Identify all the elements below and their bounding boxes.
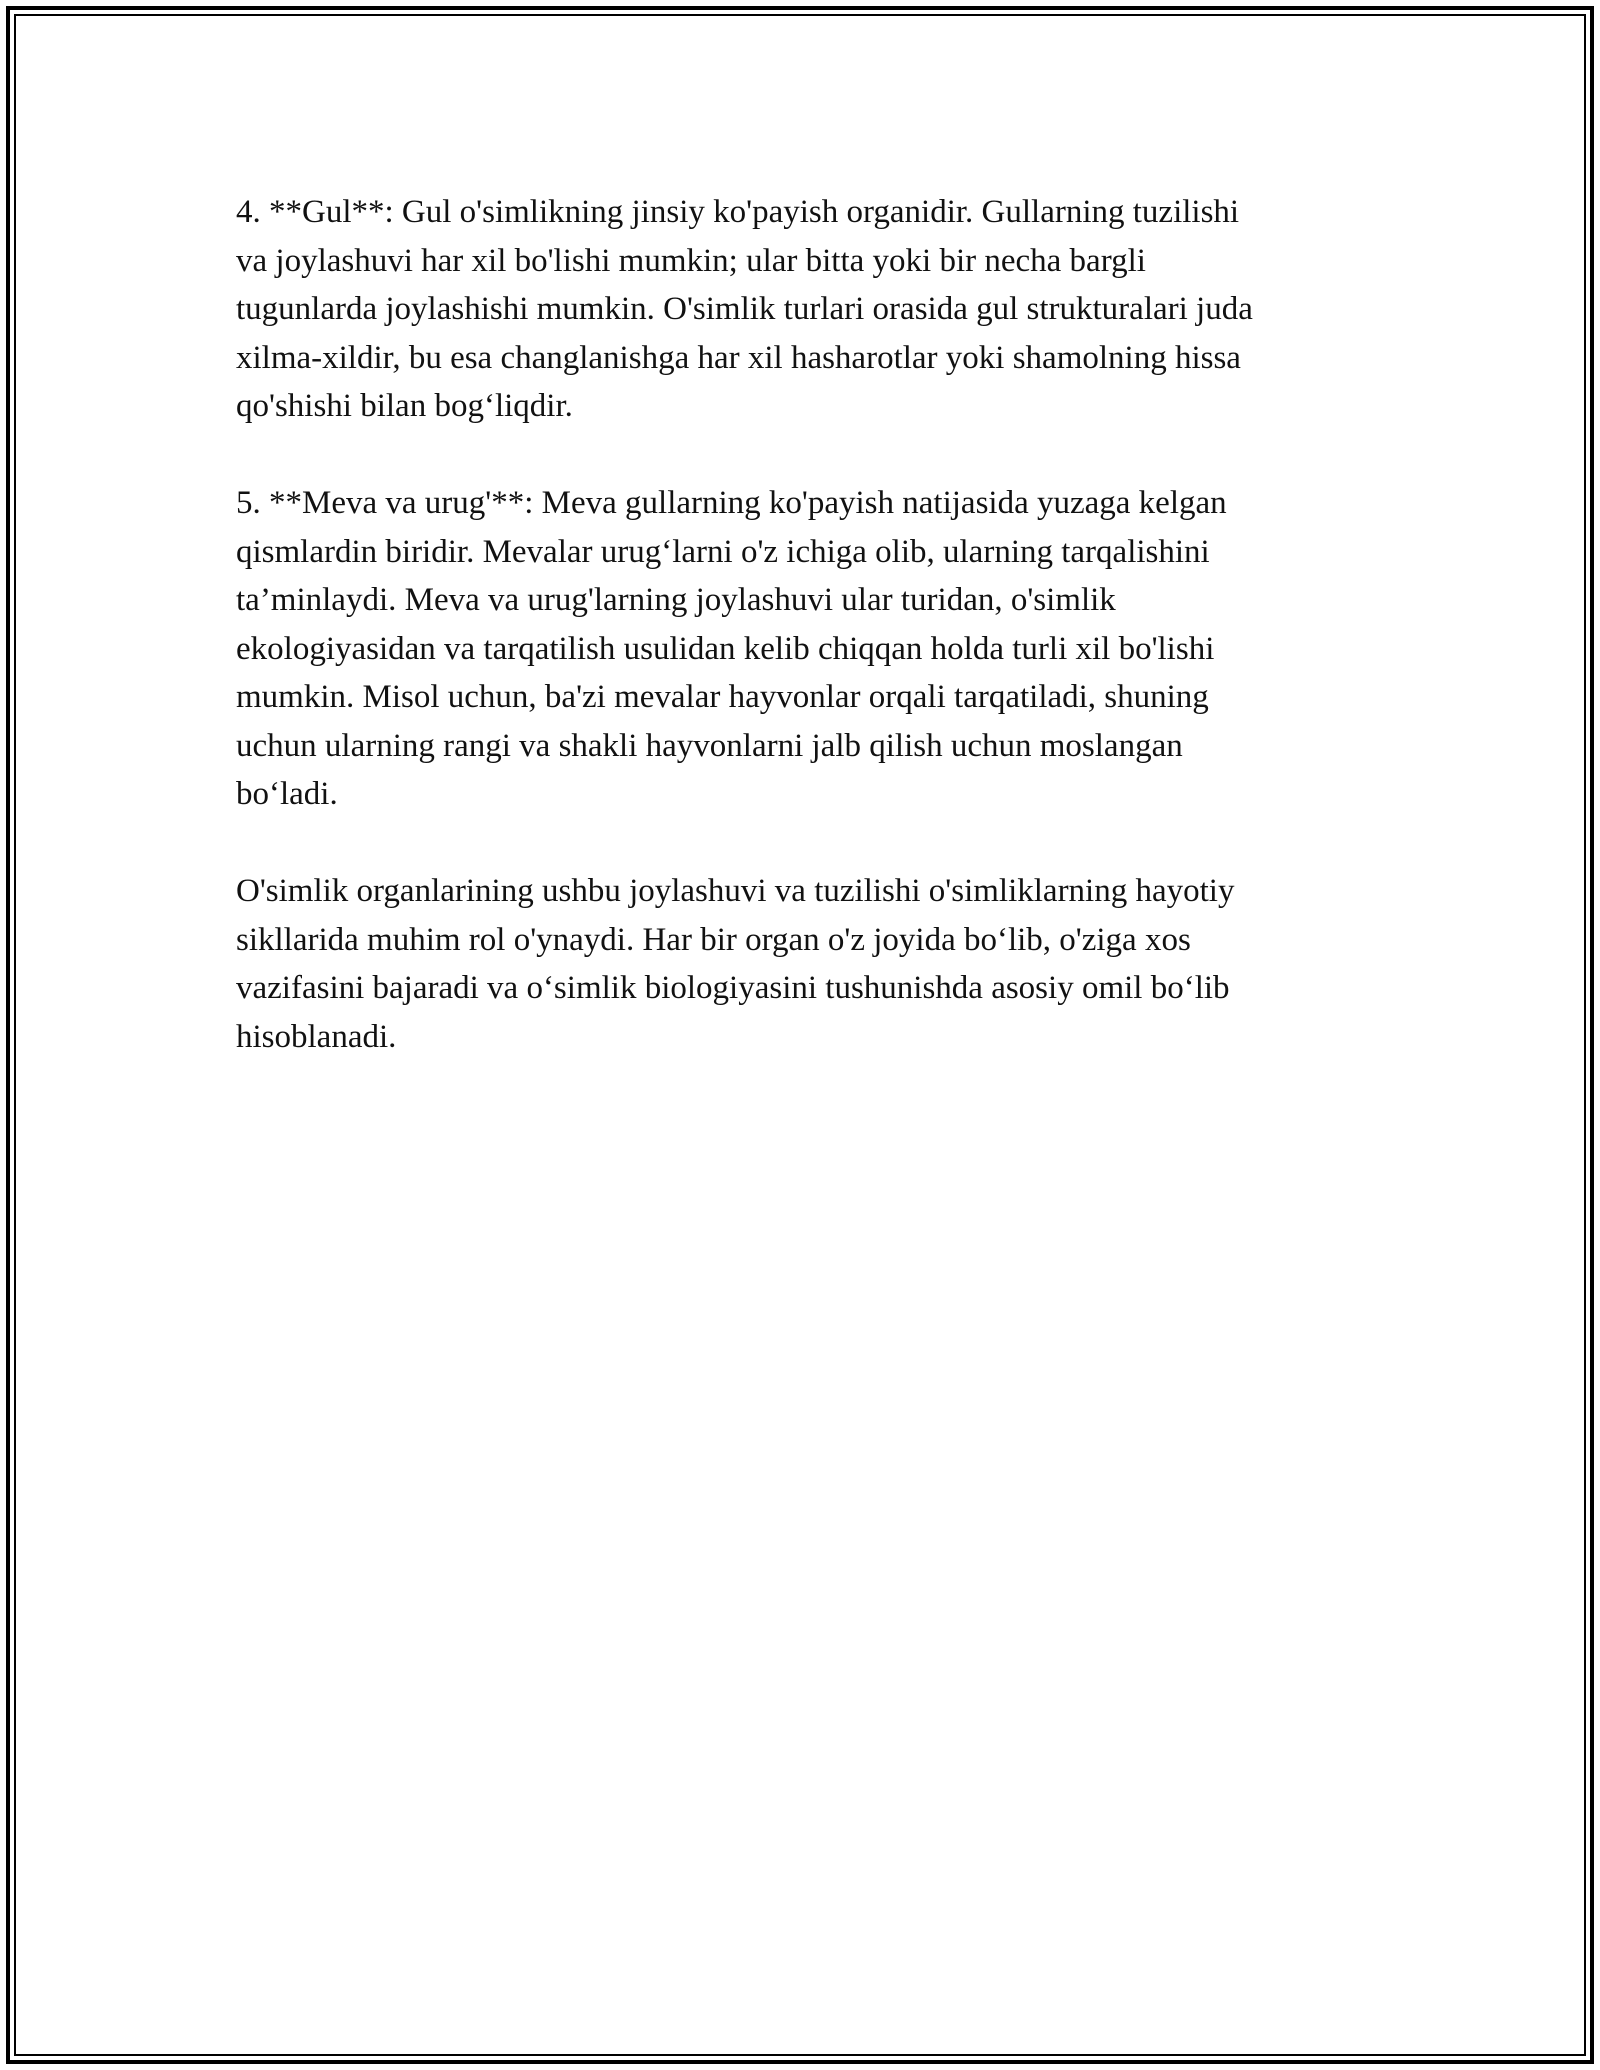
- paragraph-meva-va-urug: 5. **Meva va urug'**: Meva gullarning ko'payish natijasida yuzaga kelgan qismlardin biridir. Mevalar urug‘larni o'z ichiga olib, ularning tarqalishini ta’minlaydi. Meva va urug'larning joylashuvi ular turidan, o'simlik ekologiyasidan va tarqatilish usulidan kelib chiqqan holda turli xil bo'lishi mumkin. Misol uchun, ba'zi mevalar hayvonlar orqali tarqatiladi, shuning uchun ularning rangi va shakli hayvonlarni jalb qilish uchun moslangan bo‘ladi.: [236, 485, 1227, 812]
- paragraph-gul: 4. **Gul**: Gul o'simlikning jinsiy ko'payish organidir. Gullarning tuzilishi va joylashuvi har xil bo'lishi mumkin; ular bitta yoki bir necha bargli tugunlarda joylashishi mumkin. O'simlik turlari orasida gul strukturalari juda xilma-xildir, bu esa changlanishga har xil hasharotlar yoki shamolning hissa qo'shishi bilan bog‘liqdir.: [236, 194, 1253, 424]
- document-body: [236, 188, 1386, 1110]
- paragraph-conclusion: O'simlik organlarining ushbu joylashuvi va tuzilishi o'simliklarning hayotiy sikllarida muhim rol o'ynaydi. Har bir organ o'z joyida bo‘lib, o'ziga xos vazifasini bajaradi va o‘simlik biologiyasini tushunishda asosiy omil bo‘lib hisoblanadi.: [236, 873, 1235, 1055]
